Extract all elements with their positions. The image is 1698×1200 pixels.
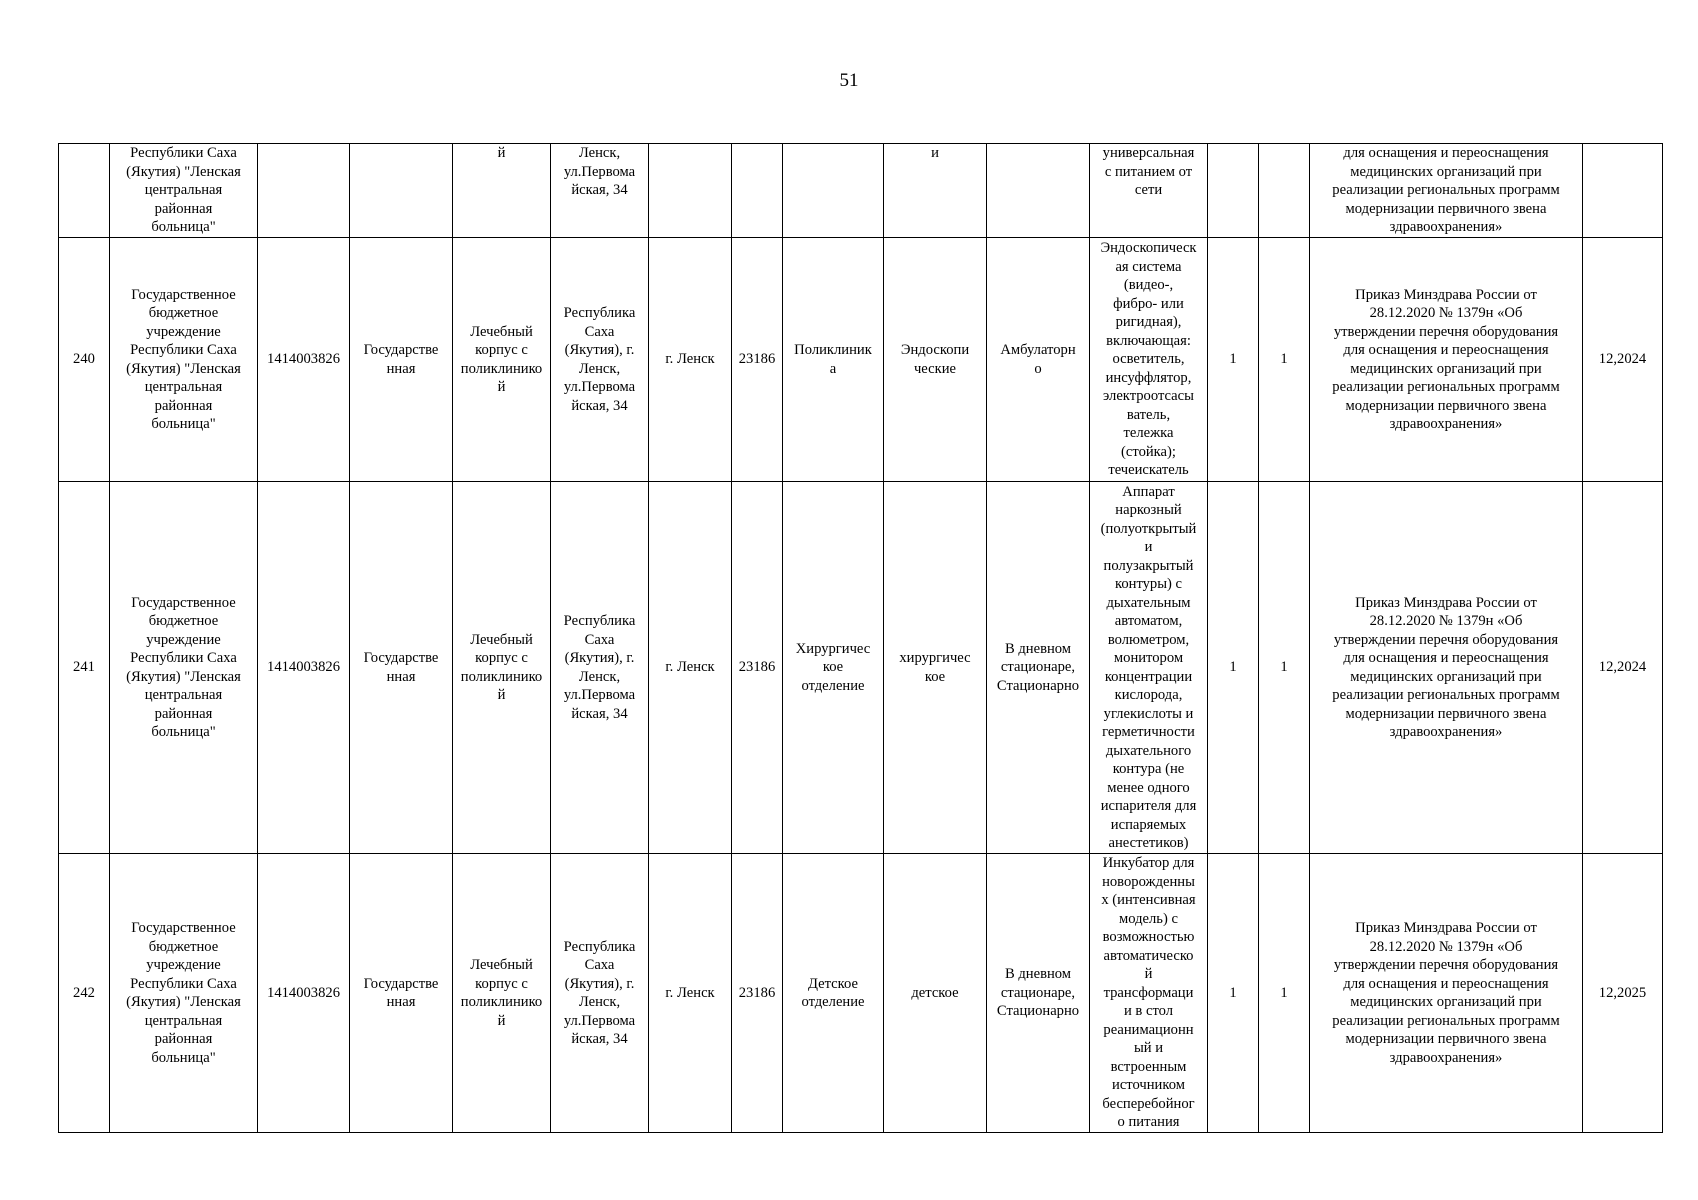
cell-line: здравоохранения»: [1389, 724, 1503, 740]
cell-line: районная: [154, 200, 213, 217]
cell-line: медицинских организаций при: [1350, 360, 1542, 377]
cell-line: для оснащения и переоснащения: [1343, 342, 1549, 358]
cell-line: медицинских организаций при: [1350, 163, 1542, 180]
cell-department: [783, 144, 884, 238]
cell-line: Стационарно: [996, 1003, 1080, 1020]
cell-line: больница": [151, 1049, 216, 1066]
cell-line: Республики Саха: [130, 650, 237, 666]
cell-line: ул.Первома: [563, 1012, 636, 1029]
cell-line: й: [497, 1012, 506, 1029]
cell-line: Хирургичес: [795, 640, 871, 657]
cell-line: больница": [151, 724, 216, 740]
cell-line: (видео-,: [1123, 277, 1174, 294]
cell-line: Республики Саха: [130, 145, 237, 161]
cell-line: стационаре,: [1000, 659, 1076, 676]
cell-building: [453, 144, 551, 238]
cell-line: нная: [386, 994, 416, 1010]
cell-line: Саха: [584, 957, 615, 973]
cell-qty1: [1208, 144, 1259, 238]
cell-line: модернизации первичного звена: [1345, 200, 1547, 217]
cell-line: й: [497, 687, 506, 703]
cell-profile: [884, 482, 987, 854]
cell-qty1: 1: [1208, 482, 1259, 854]
cell-line: ая система: [1115, 258, 1182, 275]
cell-line: корпус с: [475, 975, 528, 992]
cell-line: трансформаци: [1103, 984, 1194, 1001]
cell-line: ригидная),: [1115, 314, 1182, 331]
cell-line: здравоохранения»: [1389, 416, 1503, 432]
table-row: [59, 854, 1663, 1133]
cell-line: (Якутия) "Ленская: [126, 360, 241, 377]
cell-line: кое: [822, 659, 844, 676]
cell-line: о питания: [1117, 1114, 1180, 1131]
cell-line: бюджетное: [148, 613, 219, 629]
cell-city: [649, 144, 732, 238]
cell-line: контуры) с: [1114, 576, 1183, 592]
table-row: [59, 238, 1663, 482]
cell-line: Республики Саха: [130, 342, 237, 358]
cell-org: [110, 238, 258, 482]
cell-line: Аппарат: [1122, 483, 1175, 500]
cell-org: [110, 482, 258, 854]
cell-line: Амбулаторн: [1000, 342, 1076, 358]
cell-line: Государстве: [363, 650, 439, 666]
cell-line: йская, 34: [571, 397, 628, 414]
cell-line: Государственное: [131, 920, 236, 936]
cell-line: Республика: [563, 305, 636, 321]
cell-address: [551, 482, 649, 854]
cell-city: г. Ленск: [649, 854, 732, 1133]
cell-line: реанимационн: [1103, 1021, 1194, 1038]
cell-line: й: [497, 145, 506, 161]
cell-line: центральная: [144, 687, 223, 703]
cell-line: волюметром,: [1107, 631, 1190, 648]
cell-conditions: [987, 854, 1090, 1133]
cell-line: о: [1034, 360, 1042, 377]
cell-line: Республика: [563, 938, 636, 955]
cell-ownership: [350, 854, 453, 1133]
cell-line: здравоохранения»: [1389, 1049, 1503, 1066]
cell-line: источником: [1112, 1077, 1185, 1094]
cell-line: менее одного: [1107, 779, 1190, 796]
cell-line: утверждении перечня оборудования: [1333, 957, 1559, 973]
cell-department: [783, 854, 884, 1133]
cell-line: универсальная: [1102, 145, 1195, 161]
cell-line: йская, 34: [571, 182, 628, 198]
cell-line: Лечебный: [470, 323, 533, 340]
cell-line: районная: [154, 705, 213, 722]
cell-code: 23186: [732, 238, 783, 482]
cell-line: центральная: [144, 1012, 223, 1029]
equipment-register-table: [58, 143, 1663, 1133]
cell-line: Стационарно: [996, 677, 1080, 694]
cell-num: 241: [59, 482, 110, 854]
table-body: [59, 144, 1663, 1133]
cell-line: (Якутия), г.: [564, 650, 635, 666]
cell-line: Саха: [584, 631, 615, 648]
cell-line: автоматом,: [1114, 613, 1183, 629]
cell-inn: 1414003826: [258, 238, 350, 482]
cell-line: утверждении перечня оборудования: [1333, 323, 1559, 340]
cell-line: для оснащения и переоснащения: [1343, 975, 1549, 992]
cell-line: больница": [151, 416, 216, 432]
cell-num: 242: [59, 854, 110, 1133]
cell-line: больница": [151, 219, 216, 235]
cell-line: здравоохранения»: [1389, 219, 1503, 235]
cell-line: 28.12.2020 № 1379н «Об: [1369, 305, 1523, 321]
cell-line: (Якутия) "Ленская: [126, 668, 241, 685]
cell-line: дыхательным: [1106, 594, 1191, 611]
cell-qty2: 1: [1259, 238, 1310, 482]
cell-line: Эндоскопи: [900, 342, 970, 358]
cell-line: стационаре,: [1000, 984, 1076, 1001]
cell-line: Государственное: [131, 594, 236, 611]
cell-line: й: [497, 379, 506, 395]
cell-line: районная: [154, 397, 213, 414]
cell-line: Республика: [563, 613, 636, 629]
cell-line: углекислоты и: [1103, 705, 1194, 722]
cell-line: учреждение: [146, 323, 221, 340]
cell-line: модернизации первичного звена: [1345, 1031, 1547, 1047]
cell-line: центральная: [144, 379, 223, 395]
cell-line: йская, 34: [571, 1031, 628, 1047]
cell-line: ческие: [913, 360, 957, 377]
cell-line: йская, 34: [571, 705, 628, 722]
cell-line: Лечебный: [470, 957, 533, 973]
table-row-continuation: [59, 144, 1663, 238]
cell-line: 28.12.2020 № 1379н «Об: [1369, 938, 1523, 955]
cell-department: [783, 482, 884, 854]
cell-line: Саха: [584, 323, 615, 340]
cell-profile: [884, 854, 987, 1133]
cell-line: Приказ Минздрава России от: [1355, 594, 1537, 611]
cell-line: центральная: [144, 182, 223, 198]
cell-line: ватель,: [1126, 406, 1171, 423]
cell-line: учреждение: [146, 957, 221, 973]
cell-line: герметичности: [1102, 724, 1195, 740]
cell-line: Поликлиник: [794, 342, 872, 358]
cell-line: х (интенсивная: [1101, 892, 1196, 909]
cell-line: анестетиков): [1108, 835, 1189, 851]
cell-org: [110, 854, 258, 1133]
cell-profile: [884, 144, 987, 238]
cell-profile: [884, 238, 987, 482]
cell-basis: [1310, 144, 1583, 238]
cell-line: медицинских организаций при: [1350, 668, 1542, 685]
cell-line: (полуоткрытый: [1100, 520, 1197, 537]
cell-line: кислорода,: [1114, 687, 1183, 703]
cell-ownership: [350, 238, 453, 482]
cell-line: В дневном: [1004, 966, 1072, 983]
cell-line: (стойка);: [1121, 443, 1176, 460]
cell-equipment: [1090, 482, 1208, 854]
cell-line: Ленск,: [578, 360, 621, 377]
cell-line: (Якутия) "Ленская: [126, 163, 241, 180]
cell-num: [59, 144, 110, 238]
cell-line: концентрации: [1104, 668, 1193, 685]
cell-line: Ленск,: [578, 145, 621, 161]
cell-line: бесперебойног: [1102, 1095, 1195, 1112]
cell-line: поликлинико: [460, 668, 543, 685]
cell-line: ул.Первома: [563, 687, 636, 703]
cell-line: и: [931, 145, 939, 161]
cell-basis: [1310, 238, 1583, 482]
cell-line: (Якутия), г.: [564, 975, 635, 992]
cell-basis: [1310, 482, 1583, 854]
cell-line: Ленск,: [578, 668, 621, 685]
cell-line: наркозный: [1115, 502, 1182, 518]
cell-line: реализации региональных программ: [1332, 379, 1560, 395]
table-row: [59, 482, 1663, 854]
cell-department: [783, 238, 884, 482]
cell-line: тележка: [1123, 425, 1174, 442]
cell-line: модернизации первичного звена: [1345, 397, 1547, 414]
cell-date: 12,2025: [1583, 854, 1663, 1133]
cell-line: В дневном: [1004, 640, 1072, 657]
cell-qty2: [1259, 144, 1310, 238]
cell-address: [551, 144, 649, 238]
cell-line: автоматическо: [1103, 947, 1194, 964]
cell-address: [551, 854, 649, 1133]
cell-line: Приказ Минздрава России от: [1355, 920, 1537, 936]
cell-date: 12,2024: [1583, 238, 1663, 482]
cell-building: [453, 854, 551, 1133]
cell-inn: 1414003826: [258, 482, 350, 854]
cell-line: поликлинико: [460, 994, 543, 1010]
cell-line: испаряемых: [1110, 816, 1187, 833]
cell-line: испарителя для: [1100, 798, 1197, 814]
cell-num: 240: [59, 238, 110, 482]
cell-line: нная: [386, 360, 416, 377]
cell-equipment: [1090, 144, 1208, 238]
cell-line: Инкубатор для: [1102, 855, 1195, 872]
cell-line: включающая:: [1106, 332, 1191, 349]
cell-line: бюджетное: [148, 938, 219, 955]
cell-line: бюджетное: [148, 305, 219, 321]
cell-conditions: [987, 238, 1090, 482]
cell-line: инсуффлятор,: [1105, 369, 1192, 386]
cell-date: 12,2024: [1583, 482, 1663, 854]
cell-address: [551, 238, 649, 482]
cell-city: г. Ленск: [649, 238, 732, 482]
cell-line: Государстве: [363, 342, 439, 358]
cell-line: ый и: [1133, 1040, 1164, 1057]
cell-line: осветитель,: [1112, 351, 1185, 368]
cell-line: для оснащения и переоснащения: [1343, 650, 1549, 666]
cell-equipment: [1090, 854, 1208, 1133]
cell-inn: 1414003826: [258, 854, 350, 1133]
cell-line: корпус с: [475, 650, 528, 666]
cell-code: 23186: [732, 854, 783, 1133]
cell-line: Приказ Минздрава России от: [1355, 286, 1537, 303]
cell-line: Государственное: [131, 286, 236, 303]
cell-line: контура (не: [1112, 761, 1185, 777]
cell-line: утверждении перечня оборудования: [1333, 631, 1559, 648]
cell-qty1: 1: [1208, 238, 1259, 482]
cell-line: и: [1144, 539, 1153, 555]
cell-line: реализации региональных программ: [1332, 182, 1560, 198]
cell-line: хирургичес: [899, 650, 971, 666]
cell-line: Республики Саха: [130, 975, 237, 992]
cell-building: [453, 238, 551, 482]
cell-ownership: [350, 144, 453, 238]
cell-line: сети: [1134, 182, 1163, 198]
cell-line: модель) с: [1119, 910, 1178, 927]
cell-line: детское: [911, 984, 959, 1001]
cell-date: [1583, 144, 1663, 238]
cell-line: учреждение: [146, 631, 221, 648]
cell-qty2: 1: [1259, 854, 1310, 1133]
cell-line: фибро- или: [1113, 295, 1184, 312]
cell-line: для оснащения и переоснащения: [1343, 145, 1549, 161]
cell-line: Лечебный: [470, 631, 533, 648]
cell-line: возможностью: [1102, 929, 1195, 946]
cell-line: реализации региональных программ: [1332, 1012, 1560, 1029]
cell-line: с питанием от: [1104, 163, 1193, 180]
cell-line: новорожденны: [1102, 873, 1195, 890]
cell-line: течеискатель: [1108, 462, 1189, 479]
cell-line: модернизации первичного звена: [1345, 705, 1547, 722]
cell-line: кое: [924, 668, 946, 685]
cell-line: Ленск,: [578, 994, 621, 1010]
cell-equipment: [1090, 238, 1208, 482]
cell-qty2: 1: [1259, 482, 1310, 854]
cell-line: Эндоскопическ: [1100, 240, 1197, 257]
cell-city: г. Ленск: [649, 482, 732, 854]
page-number: 51: [839, 70, 859, 91]
cell-line: й: [1144, 966, 1153, 983]
cell-line: полузакрытый: [1103, 557, 1194, 574]
cell-inn: [258, 144, 350, 238]
cell-line: (Якутия) "Ленская: [126, 994, 241, 1010]
cell-code: 23186: [732, 482, 783, 854]
cell-line: отделение: [801, 994, 865, 1010]
cell-line: корпус с: [475, 342, 528, 358]
cell-line: ул.Первома: [563, 379, 636, 395]
cell-basis: [1310, 854, 1583, 1133]
cell-line: дыхательного: [1105, 742, 1192, 759]
cell-org: [110, 144, 258, 238]
cell-line: ул.Первома: [563, 163, 636, 180]
cell-ownership: [350, 482, 453, 854]
cell-line: районная: [154, 1031, 213, 1047]
cell-line: поликлинико: [460, 360, 543, 377]
cell-line: отделение: [801, 677, 865, 694]
cell-line: электроотсасы: [1103, 388, 1194, 405]
cell-line: монитором: [1113, 650, 1184, 666]
cell-line: а: [829, 360, 837, 377]
cell-line: реализации региональных программ: [1332, 687, 1560, 703]
cell-line: и в стол: [1123, 1003, 1174, 1020]
cell-line: 28.12.2020 № 1379н «Об: [1369, 613, 1523, 629]
cell-conditions: [987, 482, 1090, 854]
cell-line: (Якутия), г.: [564, 342, 635, 358]
cell-conditions: [987, 144, 1090, 238]
cell-qty1: 1: [1208, 854, 1259, 1133]
cell-line: встроенным: [1110, 1058, 1187, 1075]
cell-line: Государстве: [363, 975, 439, 992]
cell-line: нная: [386, 668, 416, 685]
cell-building: [453, 482, 551, 854]
cell-line: медицинских организаций при: [1350, 994, 1542, 1010]
cell-code: [732, 144, 783, 238]
cell-line: Детское: [808, 975, 858, 992]
